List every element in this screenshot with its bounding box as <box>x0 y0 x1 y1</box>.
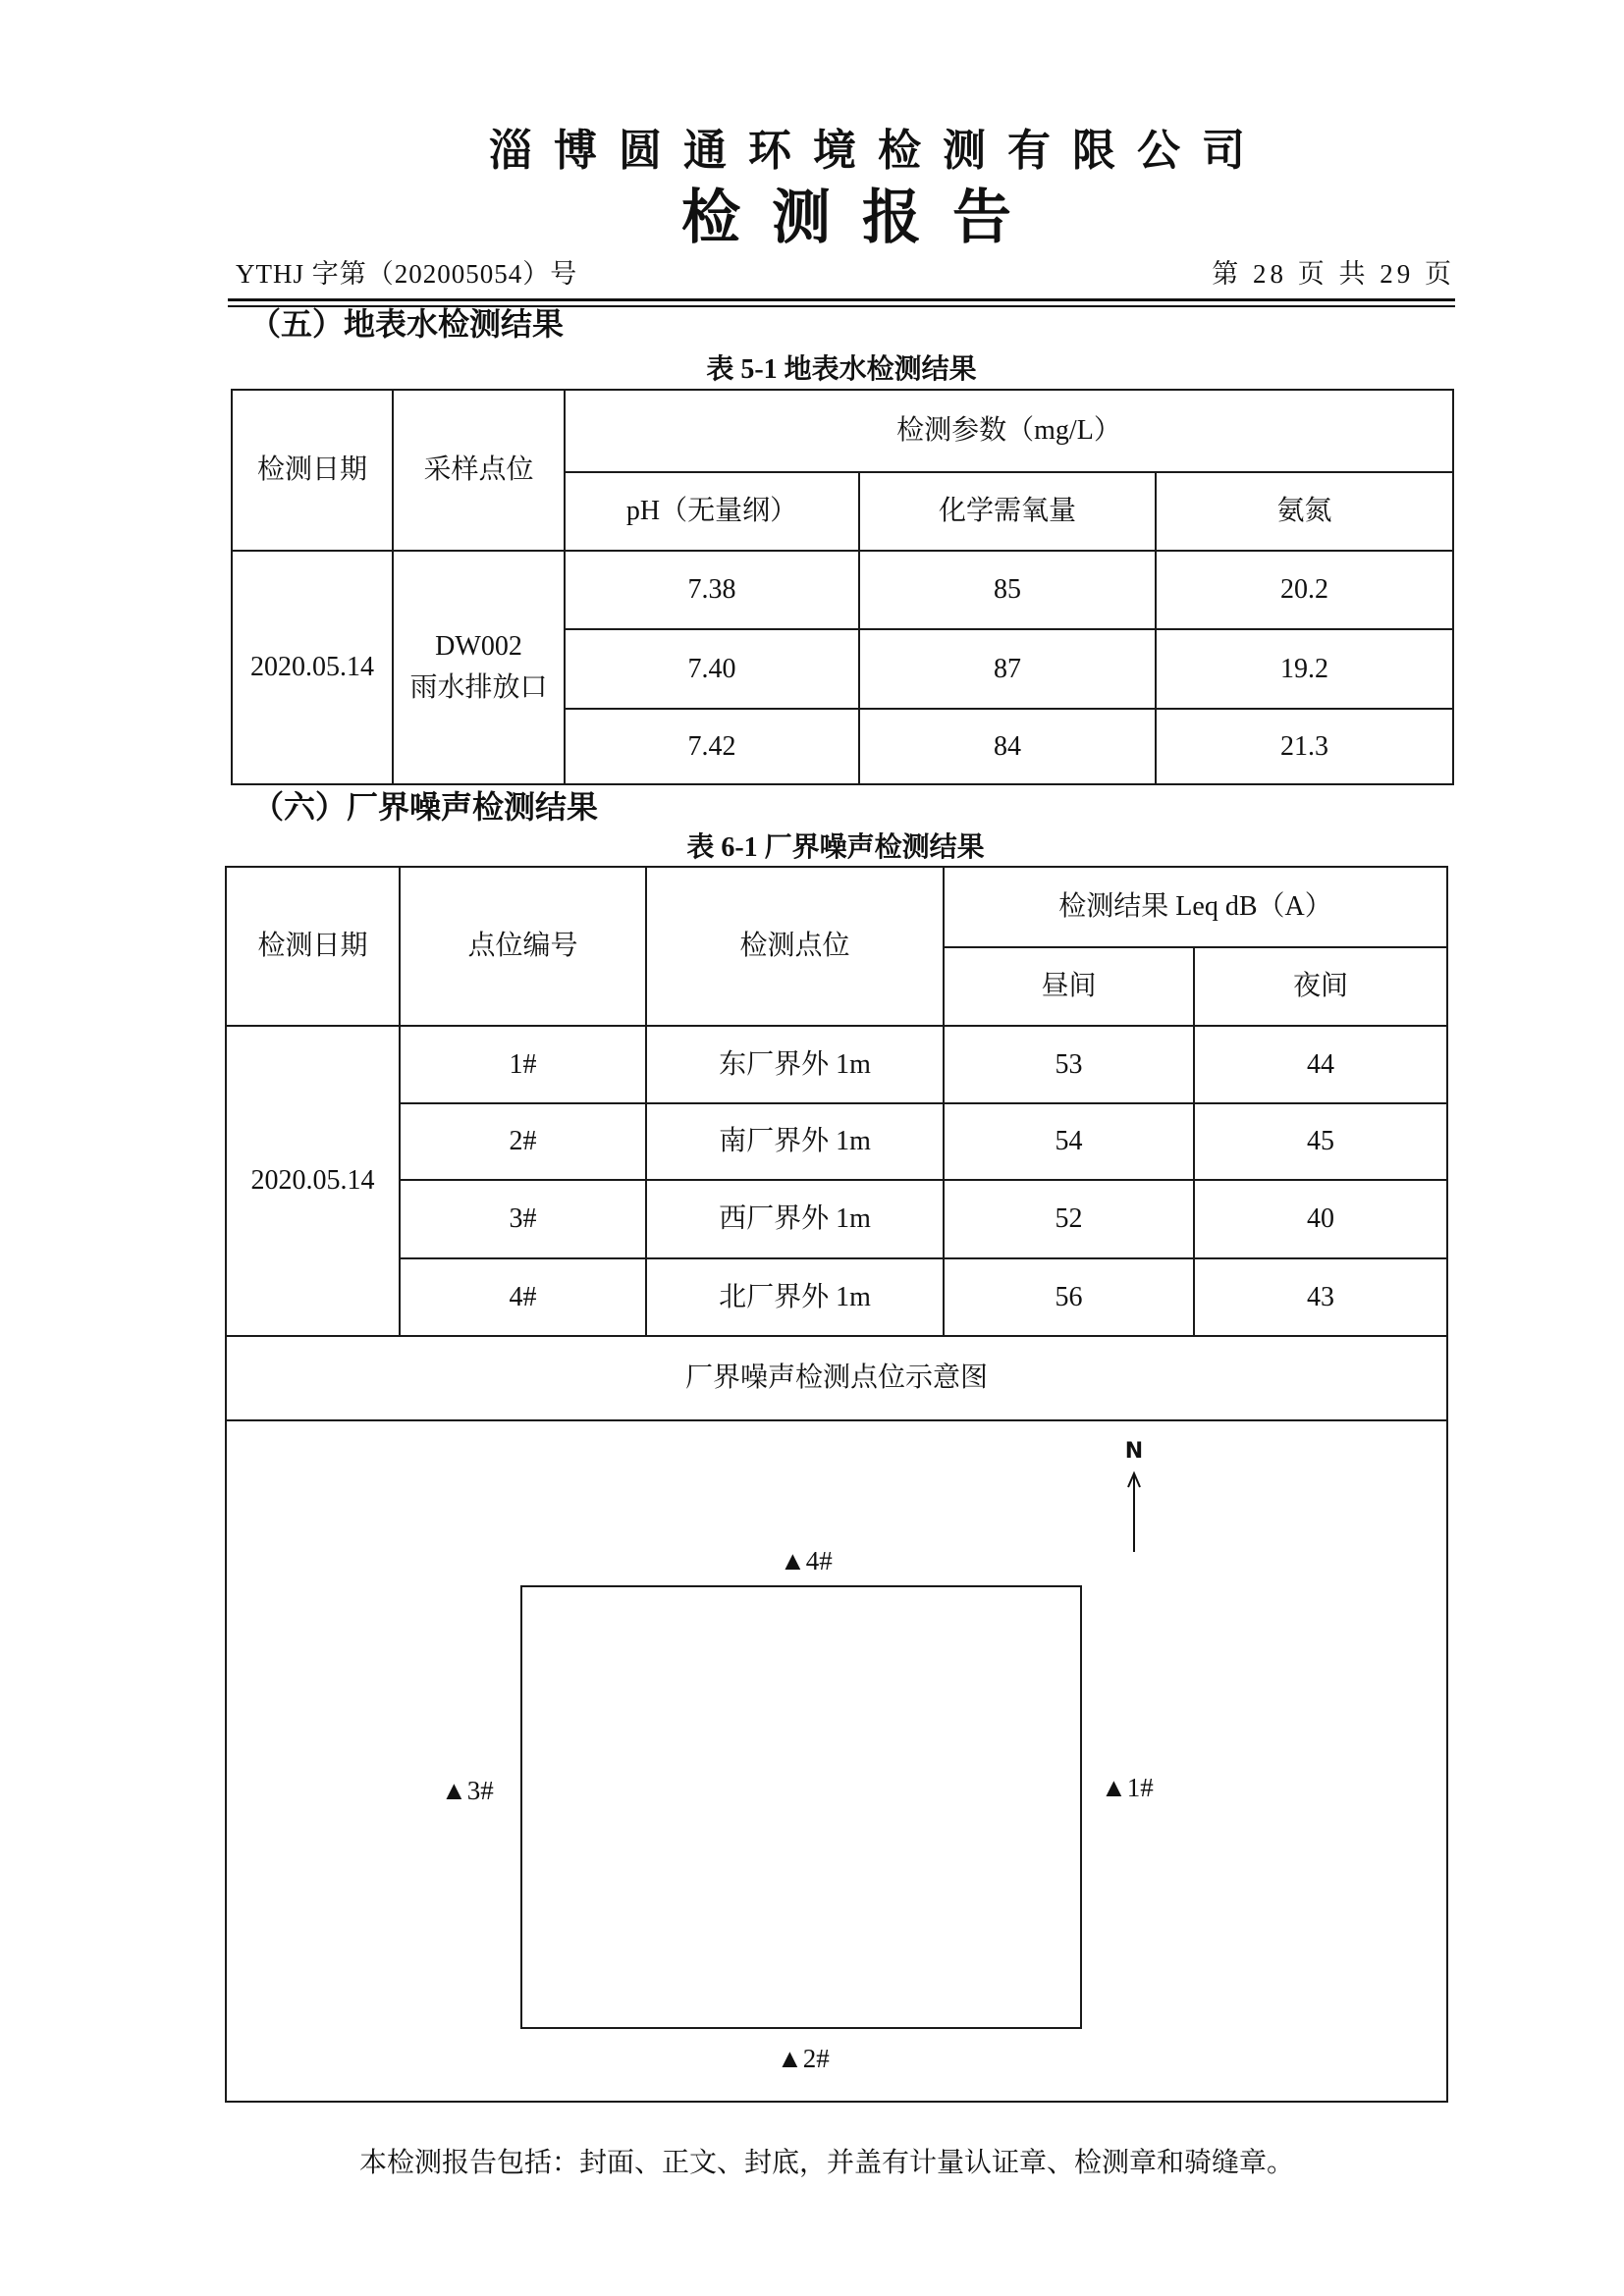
cell-cod: 87 <box>859 629 1156 709</box>
header-ammonia-nitrogen: 氨氮 <box>1156 472 1453 551</box>
cell-nighttime: 43 <box>1194 1258 1447 1336</box>
header-sampling-site: 采样点位 <box>393 390 565 551</box>
cell-ph: 7.38 <box>565 551 859 629</box>
site-name: 雨水排放口 <box>409 672 548 703</box>
cell-ammonia-nitrogen: 20.2 <box>1156 551 1453 629</box>
header-point-id: 点位编号 <box>400 867 646 1026</box>
diagram-title: 厂界噪声检测点位示意图 <box>226 1336 1447 1420</box>
header-daytime: 昼间 <box>944 947 1194 1026</box>
cell-ph: 7.40 <box>565 629 859 709</box>
cell-point-id: 2# <box>400 1103 646 1180</box>
diagram-cell <box>226 1420 1447 2102</box>
header-date: 检测日期 <box>226 867 400 1026</box>
monitoring-point-1: ▲1# <box>1101 1773 1154 1802</box>
section-heading-boundary-noise: （六）厂界噪声检测结果 <box>252 789 599 825</box>
header-location: 检测点位 <box>646 867 944 1026</box>
report-number: YTHJ 字第（202005054）号 <box>236 259 578 289</box>
north-label: N <box>1124 1439 1144 1464</box>
monitoring-point-4: ▲4# <box>780 1546 833 1575</box>
boundary-noise-table <box>225 866 1448 2103</box>
company-name: 淄博圆通环境检测有限公司 <box>489 127 1267 175</box>
cell-cod: 84 <box>859 709 1156 784</box>
cell-point-id: 3# <box>400 1180 646 1258</box>
cell-date: 2020.05.14 <box>232 551 393 784</box>
table-header-row <box>232 390 1453 472</box>
cell-ammonia-nitrogen: 21.3 <box>1156 709 1453 784</box>
cell-nighttime: 44 <box>1194 1026 1447 1103</box>
north-arrow-icon <box>1125 1470 1143 1553</box>
site-code: DW002 <box>435 631 522 662</box>
report-title: 检测报告 <box>681 186 1043 250</box>
header-nighttime: 夜间 <box>1194 947 1447 1026</box>
cell-location: 南厂界外 1m <box>646 1103 944 1180</box>
cell-sampling-site <box>393 551 565 784</box>
section-heading-surface-water: （五）地表水检测结果 <box>249 306 565 342</box>
cell-daytime: 54 <box>944 1103 1194 1180</box>
table-row <box>226 1026 1447 1103</box>
header-rule-thick <box>228 298 1455 301</box>
cell-daytime: 52 <box>944 1180 1194 1258</box>
report-footer-note: 本检测报告包括：封面、正文、封底，并盖有计量认证章、检测章和骑缝章。 <box>358 2148 1294 2178</box>
monitoring-point-diagram <box>227 1421 1446 2101</box>
cell-date: 2020.05.14 <box>226 1026 400 1336</box>
monitoring-point-2: ▲2# <box>777 2044 830 2073</box>
table-row <box>226 1103 1447 1180</box>
table-caption-5-1: 表 5-1 地表水检测结果 <box>706 354 977 385</box>
cell-location: 西厂界外 1m <box>646 1180 944 1258</box>
cell-nighttime: 40 <box>1194 1180 1447 1258</box>
cell-point-id: 4# <box>400 1258 646 1336</box>
diagram-title-row <box>226 1336 1447 1420</box>
cell-cod: 85 <box>859 551 1156 629</box>
monitoring-point-3: ▲3# <box>441 1776 494 1805</box>
header-parameters: 检测参数（mg/L） <box>565 390 1453 472</box>
plant-boundary-outline <box>520 1585 1082 2029</box>
header-cod: 化学需氧量 <box>859 472 1156 551</box>
cell-ph: 7.42 <box>565 709 859 784</box>
table-header-row <box>226 867 1447 947</box>
table-row <box>226 1258 1447 1336</box>
header-date: 检测日期 <box>232 390 393 551</box>
table-row <box>232 551 1453 629</box>
cell-nighttime: 45 <box>1194 1103 1447 1180</box>
cell-point-id: 1# <box>400 1026 646 1103</box>
page-number: 第 28 页 共 29 页 <box>1212 259 1455 289</box>
diagram-row <box>226 1420 1447 2102</box>
surface-water-table <box>231 389 1454 785</box>
header-result: 检测结果 Leq dB（A） <box>944 867 1447 947</box>
cell-daytime: 56 <box>944 1258 1194 1336</box>
table-caption-6-1: 表 6-1 厂界噪声检测结果 <box>686 832 985 863</box>
cell-daytime: 53 <box>944 1026 1194 1103</box>
header-ph: pH（无量纲） <box>565 472 859 551</box>
cell-ammonia-nitrogen: 19.2 <box>1156 629 1453 709</box>
cell-location: 北厂界外 1m <box>646 1258 944 1336</box>
table-row <box>226 1180 1447 1258</box>
cell-location: 东厂界外 1m <box>646 1026 944 1103</box>
